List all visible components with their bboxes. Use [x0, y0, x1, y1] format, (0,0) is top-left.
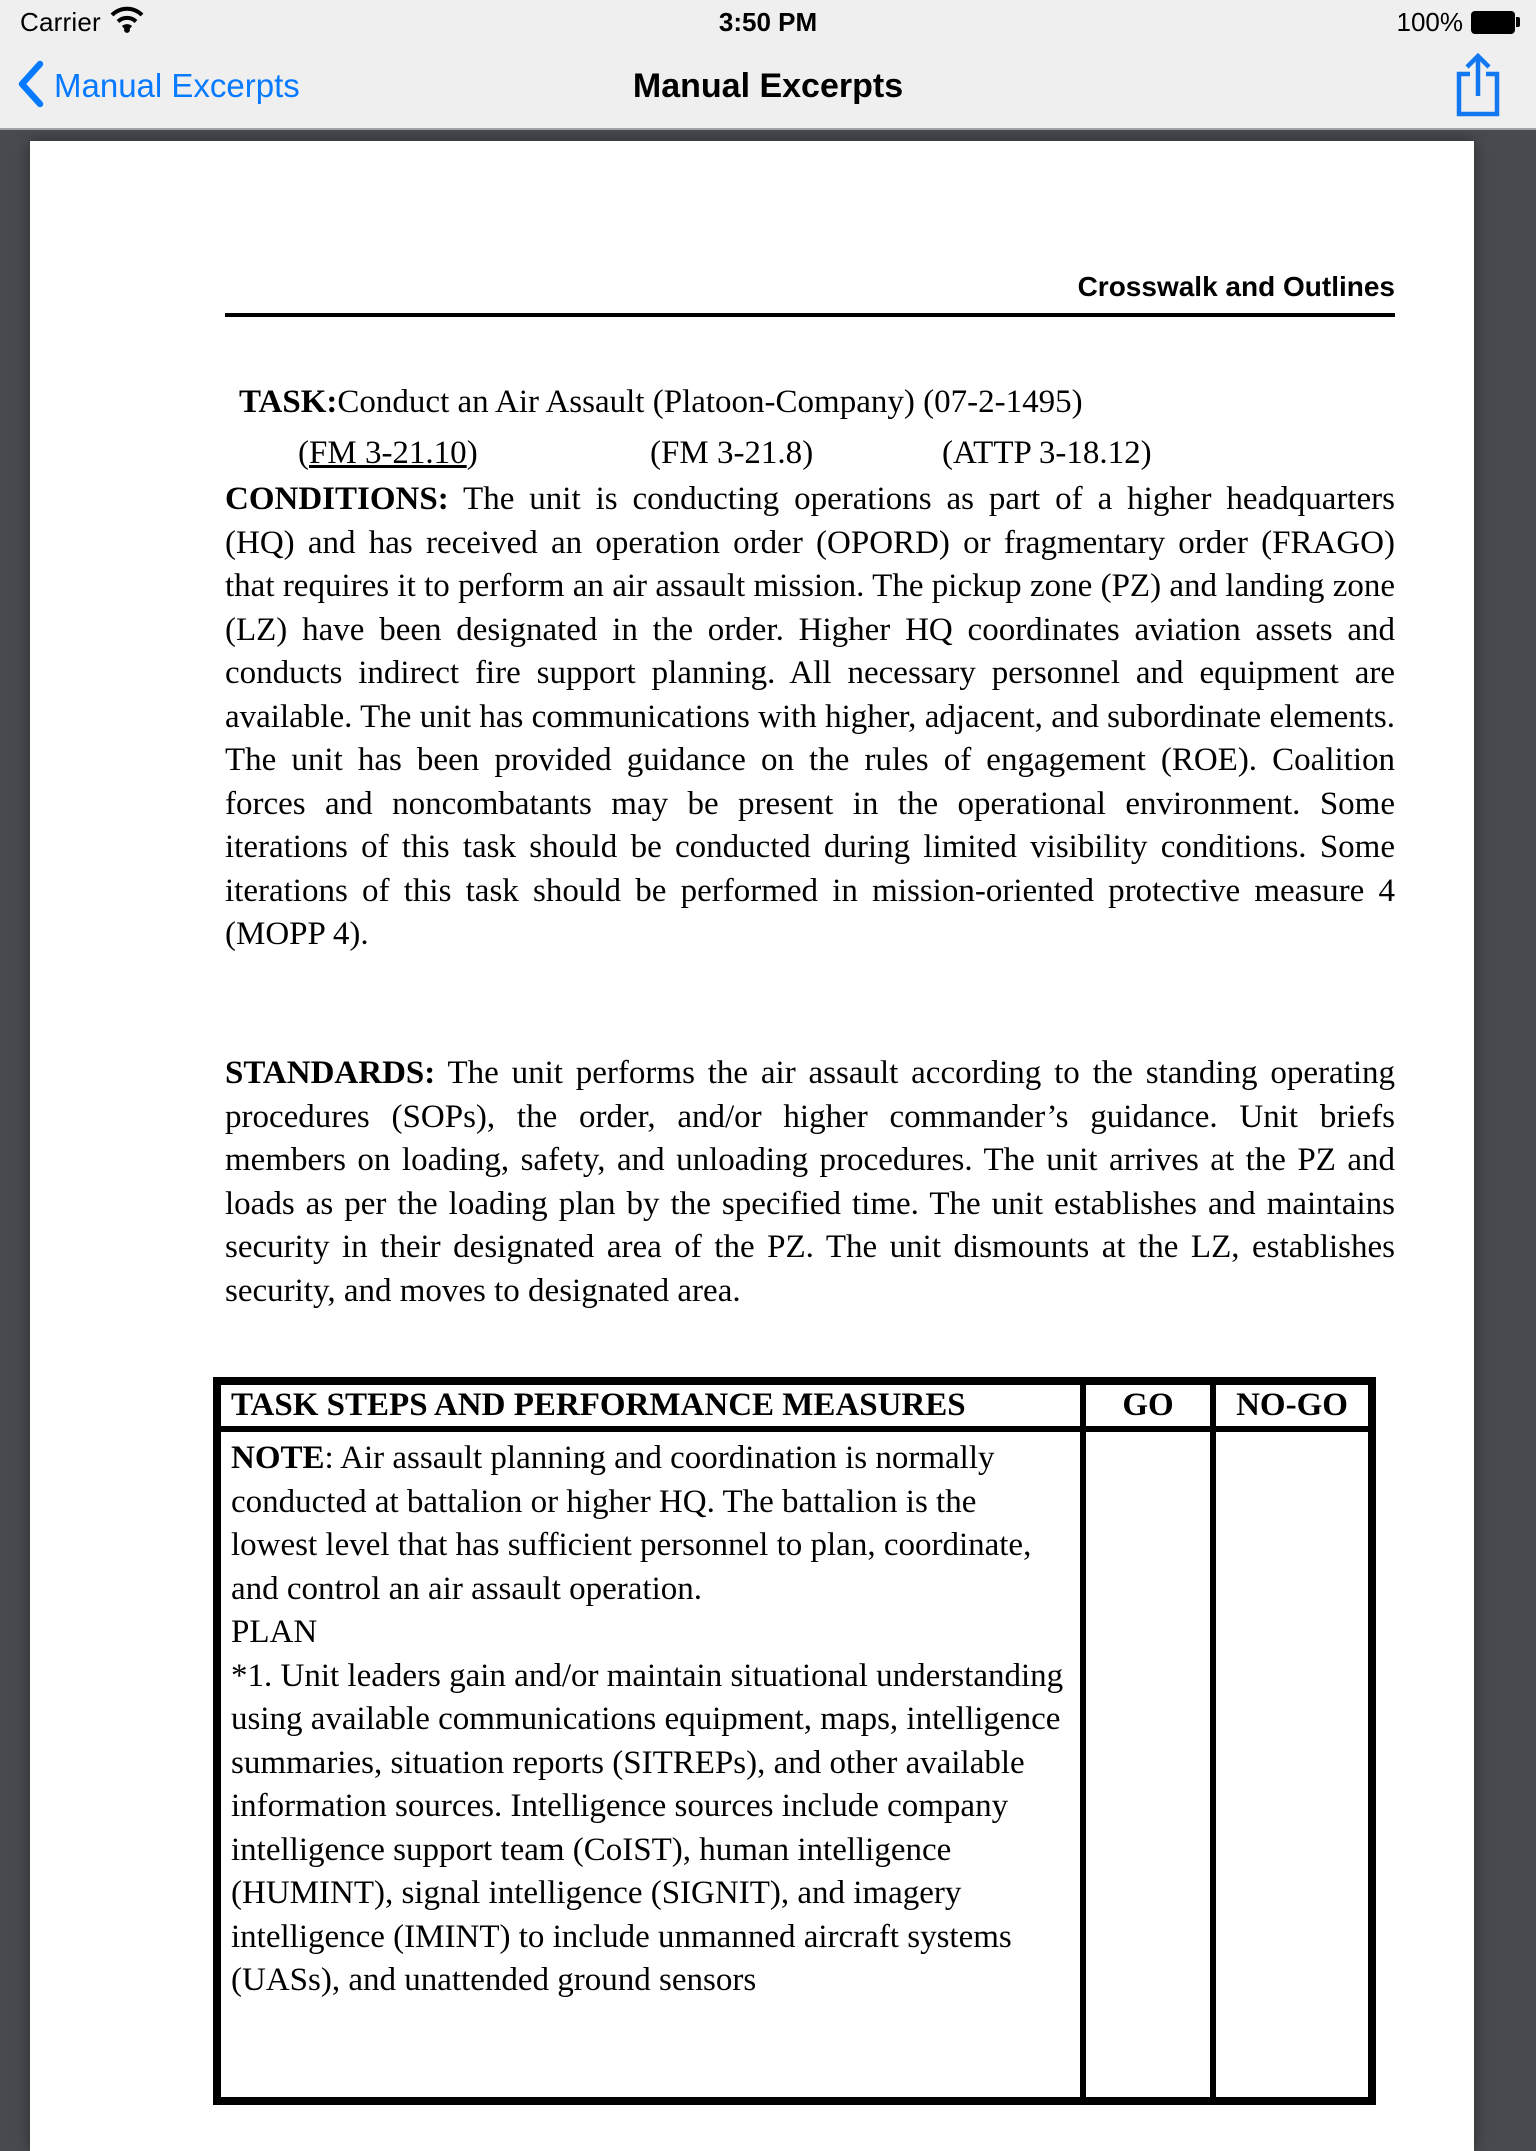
header-go: GO [1083, 1381, 1213, 1429]
header-no-go: NO-GO [1213, 1381, 1372, 1429]
status-bar [0, 0, 1536, 44]
go-cell [1083, 1429, 1213, 2101]
task-text: Conduct an Air Assault (Platoon-Company) (07-2-1495) [337, 384, 1083, 420]
conditions-text: The unit is conducting operations as part of a higher headquarters (HQ) and has received an operation order (OPORD) or fragmentary order (FRAGO) that requires it to perform an air assault mission. The pickup zone (PZ) and landing zone (LZ) have been designated in the order. Higher HQ coordinates aviation assets and conducts indirect fire support planning. All necessary personnel and equipment are available. The unit has communications with higher, adjacent, and subordinate elements. The unit has been provided guidance on the rules of engagement (ROE). Coalition forces and noncombatants may be present in the operational environment. Some iterations of this task should be conducted during limited visibility conditions. Some iterations of this task should be performed in mission-oriented protective measure 4 (MOPP 4). [225, 481, 1395, 952]
clock: 3:50 PM [718, 6, 818, 37]
share-button[interactable] [1452, 52, 1504, 122]
table-body-row [217, 1429, 1372, 2101]
reference-fm-3-21-8: (FM 3-21.8) [650, 435, 814, 471]
task-steps-cell [217, 1429, 1083, 2101]
reference-link[interactable]: FM 3-21.10 [309, 435, 467, 471]
header-task-steps: TASK STEPS AND PERFORMANCE MEASURES [217, 1381, 1083, 1429]
status-right-group [1397, 0, 1521, 44]
standards-paragraph [225, 1052, 1395, 1313]
page-title: Manual Excerpts [632, 66, 904, 105]
carrier-label: Carrier [20, 6, 101, 37]
conditions-label: CONDITIONS: [225, 481, 449, 517]
no-go-cell [1213, 1429, 1372, 2101]
battery-percent-label: 100% [1396, 6, 1463, 37]
note-label: NOTE [231, 1440, 325, 1476]
document-scroll-area[interactable] [0, 132, 1536, 2048]
standards-label: STANDARDS: [225, 1055, 436, 1091]
task-steps-table [213, 1377, 1376, 2105]
back-button-label: Manual Excerpts [54, 67, 300, 104]
task-label: TASK: [239, 384, 338, 420]
note-text: NOTE: Air assault planning and coordination is normally conducted at battalion or higher HQ. The battalion is the lowest level that has sufficient personnel to plan, coordinate, and control an air assault operation. [231, 1440, 1032, 1607]
reference-fm-3-21-10[interactable]: (FM 3-21.10) [298, 435, 478, 471]
battery-icon [1471, 11, 1520, 34]
standards-text: The unit performs the air assault according to the standing operating procedures (SOPs), the order, and/or higher commander’s guidance. Unit briefs members on loading, safety, and unloading procedures. The unit arrives at the PZ and loads as per the loading plan by the specified time. The unit establishes and maintains security in their designated area of the PZ. The unit dismounts at the LZ, establishes security, and moves to designated area. [225, 1055, 1395, 1309]
document-header: Crosswalk and Outlines [225, 271, 1395, 317]
plan-label: PLAN [231, 1614, 318, 1650]
table-header-row [217, 1381, 1372, 1429]
task-heading [225, 381, 1395, 424]
step-1-text: *1. Unit leaders gain and/or maintain situational understanding using available communications equipment, maps, intelligence summaries, situation reports (SITREPs), and other available information sources. Intelligence sources include company intelligence support team (CoIST), human intelligence (HUMINT), signal intelligence (SIGNIT), and imagery intelligence (IMINT) to include unmanned aircraft systems (UASs), and unattended ground sensors [231, 1657, 1064, 1998]
navigation-bar [0, 44, 1536, 130]
reference-attp-3-18-12: (ATTP 3-18.12) [942, 435, 1152, 471]
conditions-paragraph [225, 478, 1395, 957]
reference-list [225, 435, 1395, 479]
share-icon [1452, 51, 1504, 124]
document-page [30, 141, 1474, 2151]
